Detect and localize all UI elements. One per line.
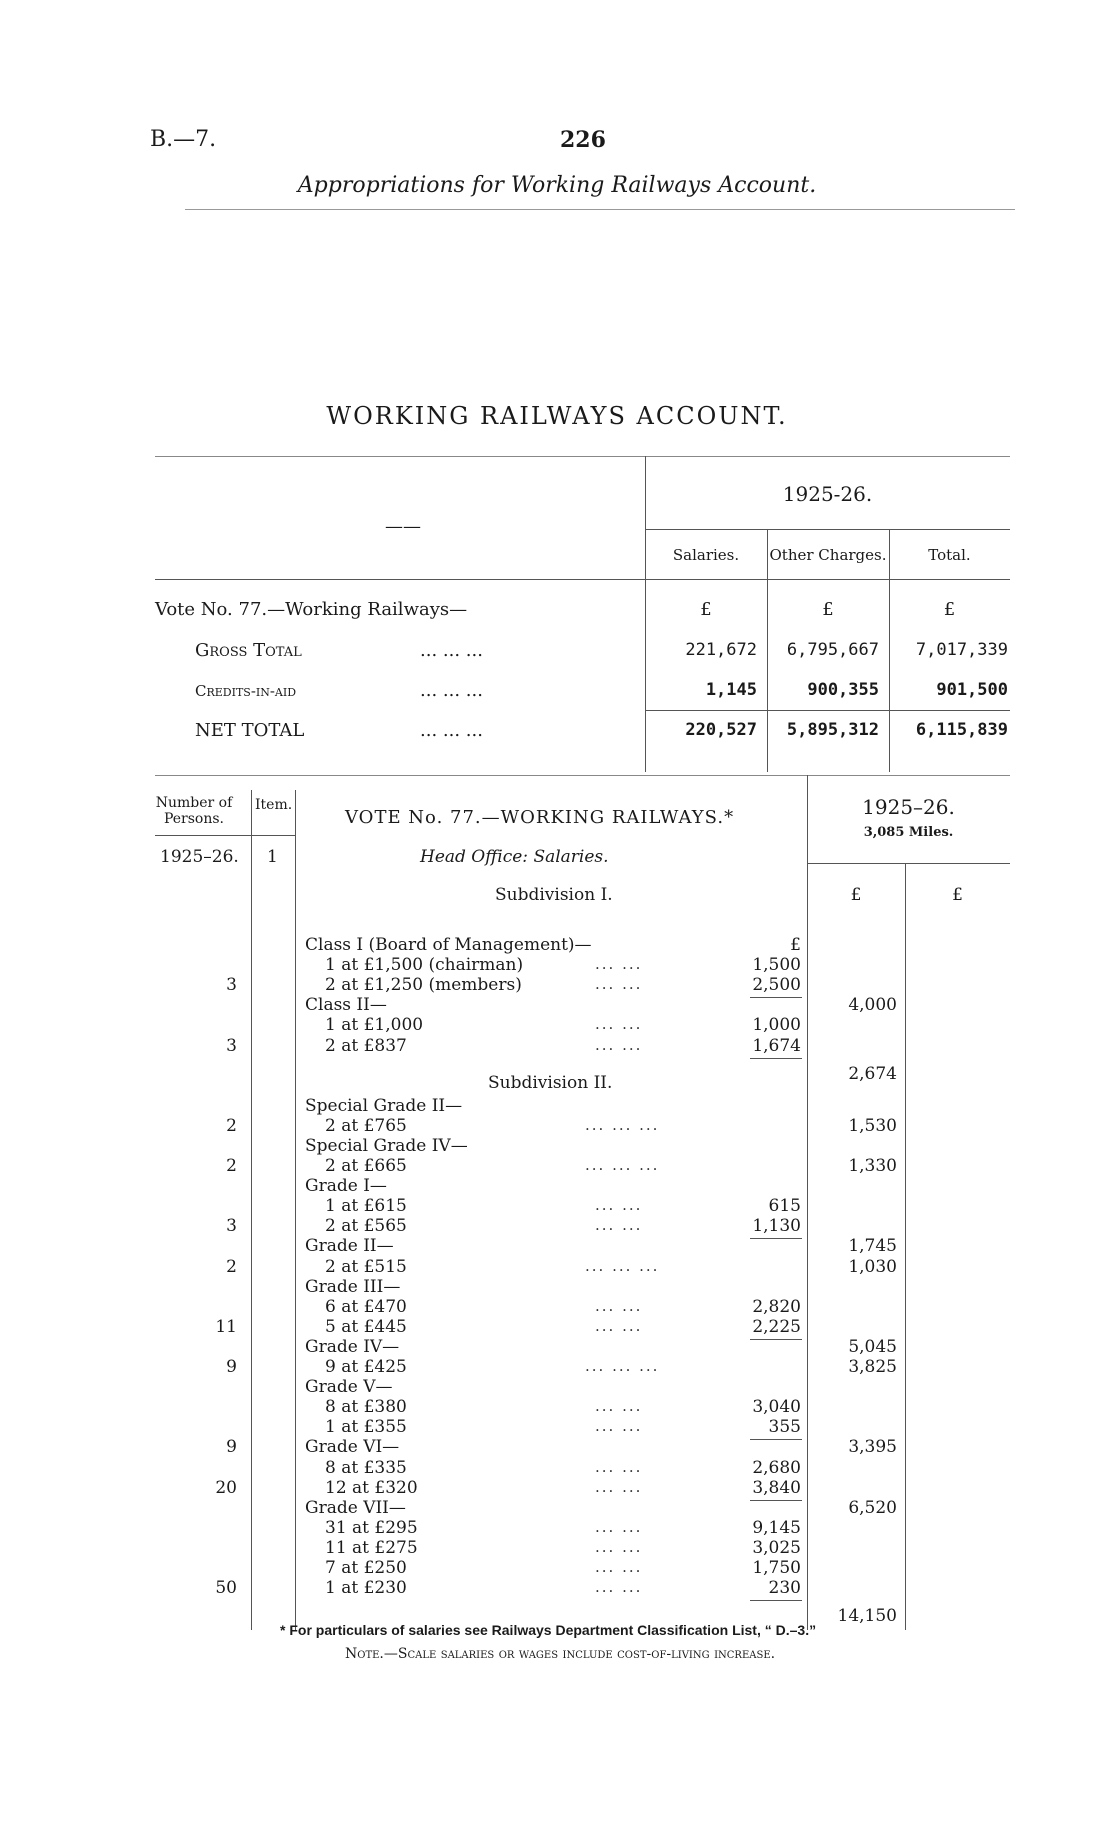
leader-dots: ... ... [595, 1397, 643, 1416]
subdivision-2-heading: Subdivision II. [488, 1073, 613, 1093]
total-value: 6,520 [848, 1497, 897, 1518]
subtotal-value: 1,500 [752, 955, 801, 976]
persons-count: 9 [226, 1357, 237, 1377]
pound-sign: £ [850, 885, 862, 905]
subtotal-value: 3,025 [752, 1537, 801, 1558]
sum-rule [750, 1058, 802, 1059]
grade-heading: Class II— [305, 995, 387, 1016]
subtotal-value: 2,500 [752, 975, 801, 996]
total-value: 1,330 [848, 1156, 897, 1176]
sum-rule [750, 1500, 802, 1501]
col-item: Item. [255, 797, 293, 813]
credits-salaries: 1,145 [705, 680, 757, 700]
grade-heading: Grade IV— [305, 1336, 400, 1357]
leader-dots: ... ... [595, 955, 643, 974]
total-value: 14,150 [837, 1606, 897, 1627]
rate-line: 6 at £470 [325, 1296, 407, 1317]
rate-line: 9 at £425 [325, 1357, 407, 1377]
pound-sign: £ [943, 599, 956, 620]
subtotal-value: £ [790, 935, 801, 955]
gross-total: 7,017,339 [915, 640, 1008, 660]
persons-count: 2 [226, 1156, 237, 1176]
subtotal-value: 615 [768, 1196, 801, 1217]
grade-heading: Grade VI— [305, 1437, 400, 1458]
grade-heading: Grade I— [305, 1176, 387, 1197]
leader-dots: ... ... [595, 1578, 643, 1597]
persons-count: 2 [226, 1256, 237, 1277]
rate-line: 31 at £295 [325, 1517, 418, 1538]
leader-dots: ... ... [595, 1517, 643, 1536]
account-title: WORKING RAILWAYS ACCOUNT. [326, 402, 788, 430]
header-rule [807, 863, 1010, 864]
rate-line: 2 at £665 [325, 1156, 407, 1176]
rate-line: 12 at £320 [325, 1477, 418, 1498]
subtotal-value: 1,130 [752, 1216, 801, 1237]
vote-detail [155, 775, 1010, 1625]
row-ellipsis: ... ... ... [420, 720, 483, 741]
subdivision-1-heading: Subdivision I. [495, 885, 613, 905]
document-code: B.—7. [150, 127, 217, 152]
subtotal-value: 3,040 [752, 1397, 801, 1418]
col-total: Total. [928, 546, 971, 564]
head-office-heading: Head Office: Salaries. [420, 847, 609, 867]
rate-line: 1 at £1,000 [325, 1015, 424, 1036]
leader-dots: ... ... [595, 1537, 643, 1556]
rate-line: 2 at £765 [325, 1115, 407, 1136]
subtotal-value: 3,840 [752, 1477, 801, 1498]
table-top-rule [155, 456, 1010, 457]
rate-line: 11 at £275 [325, 1537, 418, 1558]
rate-line: 7 at £250 [325, 1558, 407, 1578]
vote-label: Vote No. 77.—Working Railways— [155, 599, 468, 620]
section-rule [155, 775, 1010, 776]
leader-dots: ... ... [595, 1296, 643, 1315]
persons-count: 50 [215, 1578, 237, 1599]
leader-dots: ... ... ... [585, 1357, 660, 1375]
row-label-credits: Credits-in-aid [195, 682, 297, 700]
net-other: 5,895,312 [786, 720, 879, 740]
sum-rule [750, 1439, 802, 1440]
gross-other: 6,795,667 [786, 640, 879, 660]
sum-rule [750, 997, 802, 998]
gross-salaries: 221,672 [685, 640, 757, 660]
total-value: 2,674 [848, 1063, 897, 1084]
leader-dots: ... ... [595, 975, 643, 994]
leader-dots: ... ... [595, 1457, 643, 1476]
col-other-charges: Other Charges. [769, 546, 887, 564]
subtotal-value: 2,225 [752, 1316, 801, 1337]
column-divider [251, 790, 252, 1630]
pound-sign: £ [700, 599, 712, 620]
row-ellipsis: ... ... ... [420, 680, 483, 701]
pound-sign: £ [952, 885, 963, 905]
leader-dots: ... ... [595, 1015, 643, 1034]
header-rule [155, 579, 1010, 580]
grade-heading: Grade VII— [305, 1497, 406, 1518]
rate-line: 8 at £335 [325, 1457, 407, 1478]
rate-line: 1 at £615 [325, 1196, 407, 1217]
persons-count: 9 [226, 1437, 237, 1458]
leader-dots: ... ... [595, 1417, 643, 1436]
total-value: 5,045 [848, 1336, 897, 1357]
header-rule [185, 209, 1015, 210]
total-value: 3,395 [848, 1437, 897, 1458]
leader-dots: ... ... [595, 1035, 643, 1054]
row-label-net: NET TOTAL [195, 720, 305, 741]
pound-sign: £ [822, 599, 834, 620]
credits-other: 900,355 [807, 680, 879, 700]
row-label-gross: Gross Total [195, 640, 302, 661]
total-value: 1,745 [848, 1236, 897, 1257]
leader-dots: ... ... ... [585, 1115, 660, 1134]
rate-line: 1 at £355 [325, 1417, 407, 1438]
subtotal-value: 1,750 [752, 1558, 801, 1578]
column-divider [905, 863, 906, 1630]
grade-heading: Grade III— [305, 1276, 401, 1297]
rate-line: 1 at £1,500 (chairman) [325, 955, 524, 976]
persons-count: 3 [226, 1216, 237, 1237]
persons-count: 2 [226, 1115, 237, 1136]
col-number-persons: Number of Persons. [155, 795, 233, 827]
grade-heading: Grade V— [305, 1377, 393, 1398]
net-salaries: 220,527 [685, 720, 757, 740]
leader-dots: ... ... [595, 1196, 643, 1215]
rate-line: 5 at £445 [325, 1316, 407, 1337]
total-value: 1,030 [848, 1256, 897, 1277]
persons-year: 1925–26. [160, 847, 239, 867]
rate-line: 2 at £515 [325, 1256, 407, 1277]
col-salaries: Salaries. [672, 546, 740, 564]
total-value: 4,000 [848, 995, 897, 1016]
column-divider [295, 790, 296, 1630]
rate-line: 1 at £230 [325, 1578, 407, 1599]
vote-title: VOTE No. 77.—WORKING RAILWAYS.* [345, 807, 735, 828]
year-heading: 1925-26. [782, 482, 873, 506]
page-number: 226 [560, 127, 606, 153]
summary-table [155, 456, 1010, 772]
grade-heading: Special Grade II— [305, 1095, 463, 1116]
subtotal-rule [645, 710, 1010, 711]
sum-rule [750, 1600, 802, 1601]
persons-count: 11 [215, 1316, 237, 1337]
leader-dots: ... ... [595, 1316, 643, 1335]
leader-dots: ... ... [595, 1558, 643, 1576]
credits-total: 901,500 [936, 680, 1008, 700]
subtotal-value: 2,820 [752, 1296, 801, 1317]
sum-rule [750, 1238, 802, 1239]
leader-dots: ... ... ... [585, 1156, 660, 1174]
rate-line: 8 at £380 [325, 1397, 407, 1418]
footnote-star: * For particulars of salaries see Railways Department Classification List, “ D.–3.” [280, 1622, 817, 1638]
vote-miles: 3,085 Miles. [863, 825, 954, 840]
item-number: 1 [267, 847, 278, 867]
leader-dots: ... ... [595, 1216, 643, 1235]
subtotal-value: 9,145 [752, 1517, 801, 1538]
running-title: Appropriations for Working Railways Account. [297, 173, 817, 198]
rate-line: 2 at £1,250 (members) [325, 975, 522, 996]
rate-line: 2 at £565 [325, 1216, 407, 1237]
footnote-note: Note.—Scale salaries or wages include cost-of-living increase. [345, 1646, 776, 1662]
leader-dots: ... ... ... [585, 1256, 660, 1275]
subtotal-value: 1,000 [752, 1015, 801, 1036]
subtotal-value: 2,680 [752, 1457, 801, 1478]
grade-heading: Special Grade IV— [305, 1135, 468, 1156]
row-ellipsis: ... ... ... [420, 640, 483, 661]
vote-year: 1925–26. [862, 795, 955, 819]
persons-count: 20 [215, 1477, 237, 1498]
total-value: 1,530 [848, 1115, 897, 1136]
grade-heading: Class I (Board of Management)— [305, 935, 592, 955]
rate-line: 2 at £837 [325, 1035, 407, 1056]
net-total: 6,115,839 [915, 720, 1008, 740]
leader-dots: ... ... [595, 1477, 643, 1496]
year-rule [645, 529, 1010, 530]
subtotal-value: 230 [768, 1578, 801, 1599]
sum-rule [750, 1339, 802, 1340]
placeholder-dash: —— [385, 516, 421, 537]
header-rule [155, 835, 295, 836]
persons-count: 3 [226, 1035, 237, 1056]
subtotal-value: 355 [768, 1417, 801, 1438]
persons-count: 3 [226, 975, 237, 996]
subtotal-value: 1,674 [752, 1035, 801, 1056]
total-value: 3,825 [848, 1357, 897, 1377]
grade-heading: Grade II— [305, 1236, 394, 1257]
